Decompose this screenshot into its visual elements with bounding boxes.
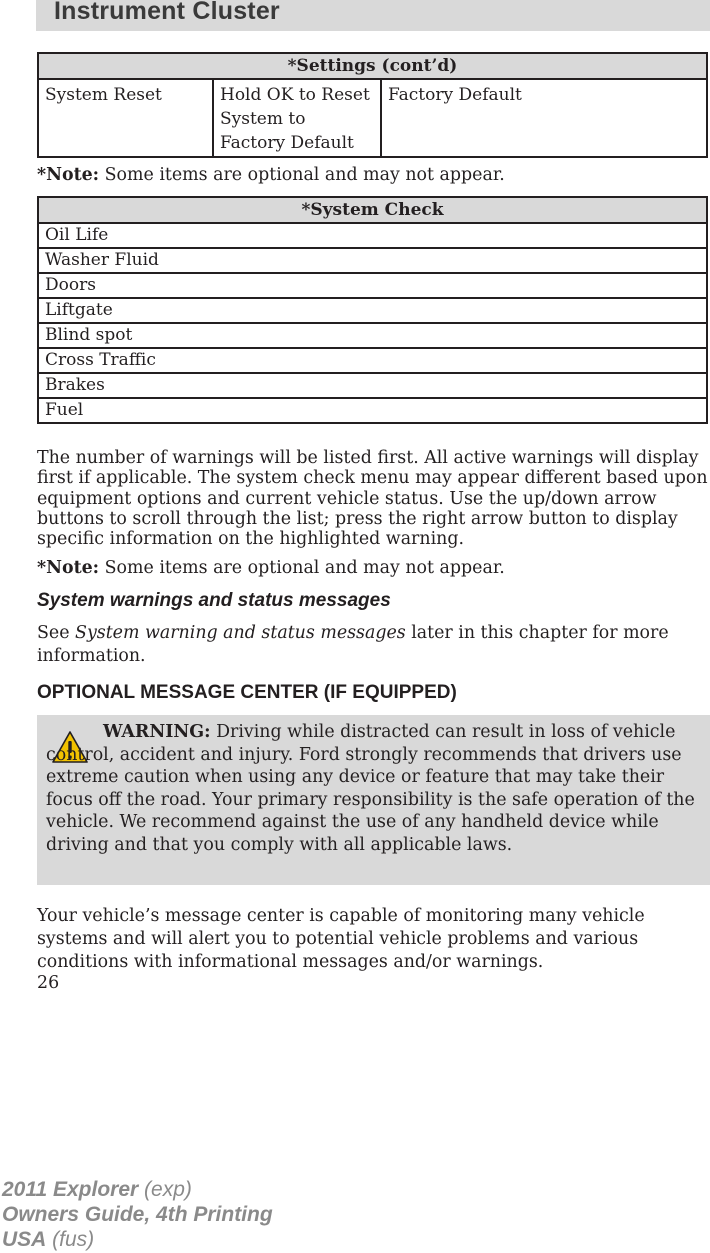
table-cell: Brakes <box>38 373 707 398</box>
page-number: 26 <box>37 973 60 993</box>
table-cell: Oil Life <box>38 223 707 248</box>
system-check-table <box>37 196 708 424</box>
table-row <box>38 348 707 373</box>
table-cell-setting: System Reset <box>38 79 213 157</box>
table-row <box>38 373 707 398</box>
footer-model: 2011 Explorer <box>2 1178 139 1201</box>
warning-box <box>37 715 710 885</box>
cross-reference-link: System warning and status messages <box>75 623 406 643</box>
table-row <box>38 323 707 348</box>
table-row <box>38 273 707 298</box>
table-cell: Fuel <box>38 398 707 423</box>
section-title: Instrument Cluster <box>54 0 280 25</box>
footer-market-code: (fus) <box>46 1228 95 1251</box>
table-cell: Blind spot <box>38 323 707 348</box>
table-cell: Liftgate <box>38 298 707 323</box>
message-center-paragraph: Your vehicle’s message center is capable of monitoring many vehicle systems and will alert you to potential vehicle problems and various conditions with informational messages and/or warnings. <box>37 906 645 972</box>
table-row <box>38 248 707 273</box>
settings-table-title: *Settings (cont’d) <box>38 53 707 79</box>
see-after-text: later in this chapter for more information. <box>37 623 669 666</box>
footer-guide: Owners Guide, 4th Printing <box>2 1203 273 1226</box>
section-header <box>36 0 710 31</box>
footer-market: USA <box>2 1228 47 1251</box>
note-optional-items-2 <box>37 558 710 578</box>
table-cell-action: Hold OK to Reset System to Factory Default <box>213 79 381 157</box>
table-cell: Doors <box>38 273 707 298</box>
warning-text <box>46 721 706 856</box>
note-label: *Note: <box>37 558 100 578</box>
footer-line-2 <box>2 1202 273 1228</box>
table-row <box>38 223 707 248</box>
optional-message-center-heading: OPTIONAL MESSAGE CENTER (IF EQUIPPED) <box>37 682 457 703</box>
table-cell-result: Factory Default <box>381 79 707 157</box>
system-check-table-title: *System Check <box>38 197 707 223</box>
table-row <box>38 298 707 323</box>
note-text: Some items are optional and may not appear. <box>99 165 505 185</box>
footer-model-code: (exp) <box>138 1178 192 1201</box>
system-warnings-heading: System warnings and status messages <box>37 590 391 611</box>
note-text: Some items are optional and may not appear. <box>99 558 505 578</box>
system-warnings-paragraph <box>37 622 710 668</box>
note-optional-items-1 <box>37 165 710 185</box>
system-check-paragraph: The number of warnings will be listed first. All active warnings will display first if applicable. The system check menu may appear different based upon equipment options and current vehicle status. Use the up/down arrow buttons to scroll through the list; press the right arrow button to display specific information on the highlighted warning. <box>37 448 708 550</box>
table-cell: Cross Traffic <box>38 348 707 373</box>
warning-body: Driving while distracted can result in loss of vehicle control, accident and injury. Ford strongly recommends that drivers use extreme caution when using any device or feature that may take their focus off the road. Your primary responsibility is the safe operation of the vehicle. We recommend against the use of any handheld device while driving and that you comply with all applicable laws. <box>46 722 695 855</box>
table-row <box>38 398 707 423</box>
warning-label: WARNING: <box>103 722 211 742</box>
table-cell: Washer Fluid <box>38 248 707 273</box>
table-row <box>38 79 707 157</box>
footer-line-3 <box>2 1227 94 1253</box>
settings-table <box>37 52 708 158</box>
see-text: See <box>37 623 76 643</box>
note-label: *Note: <box>37 165 100 185</box>
footer-line-1 <box>2 1177 192 1203</box>
